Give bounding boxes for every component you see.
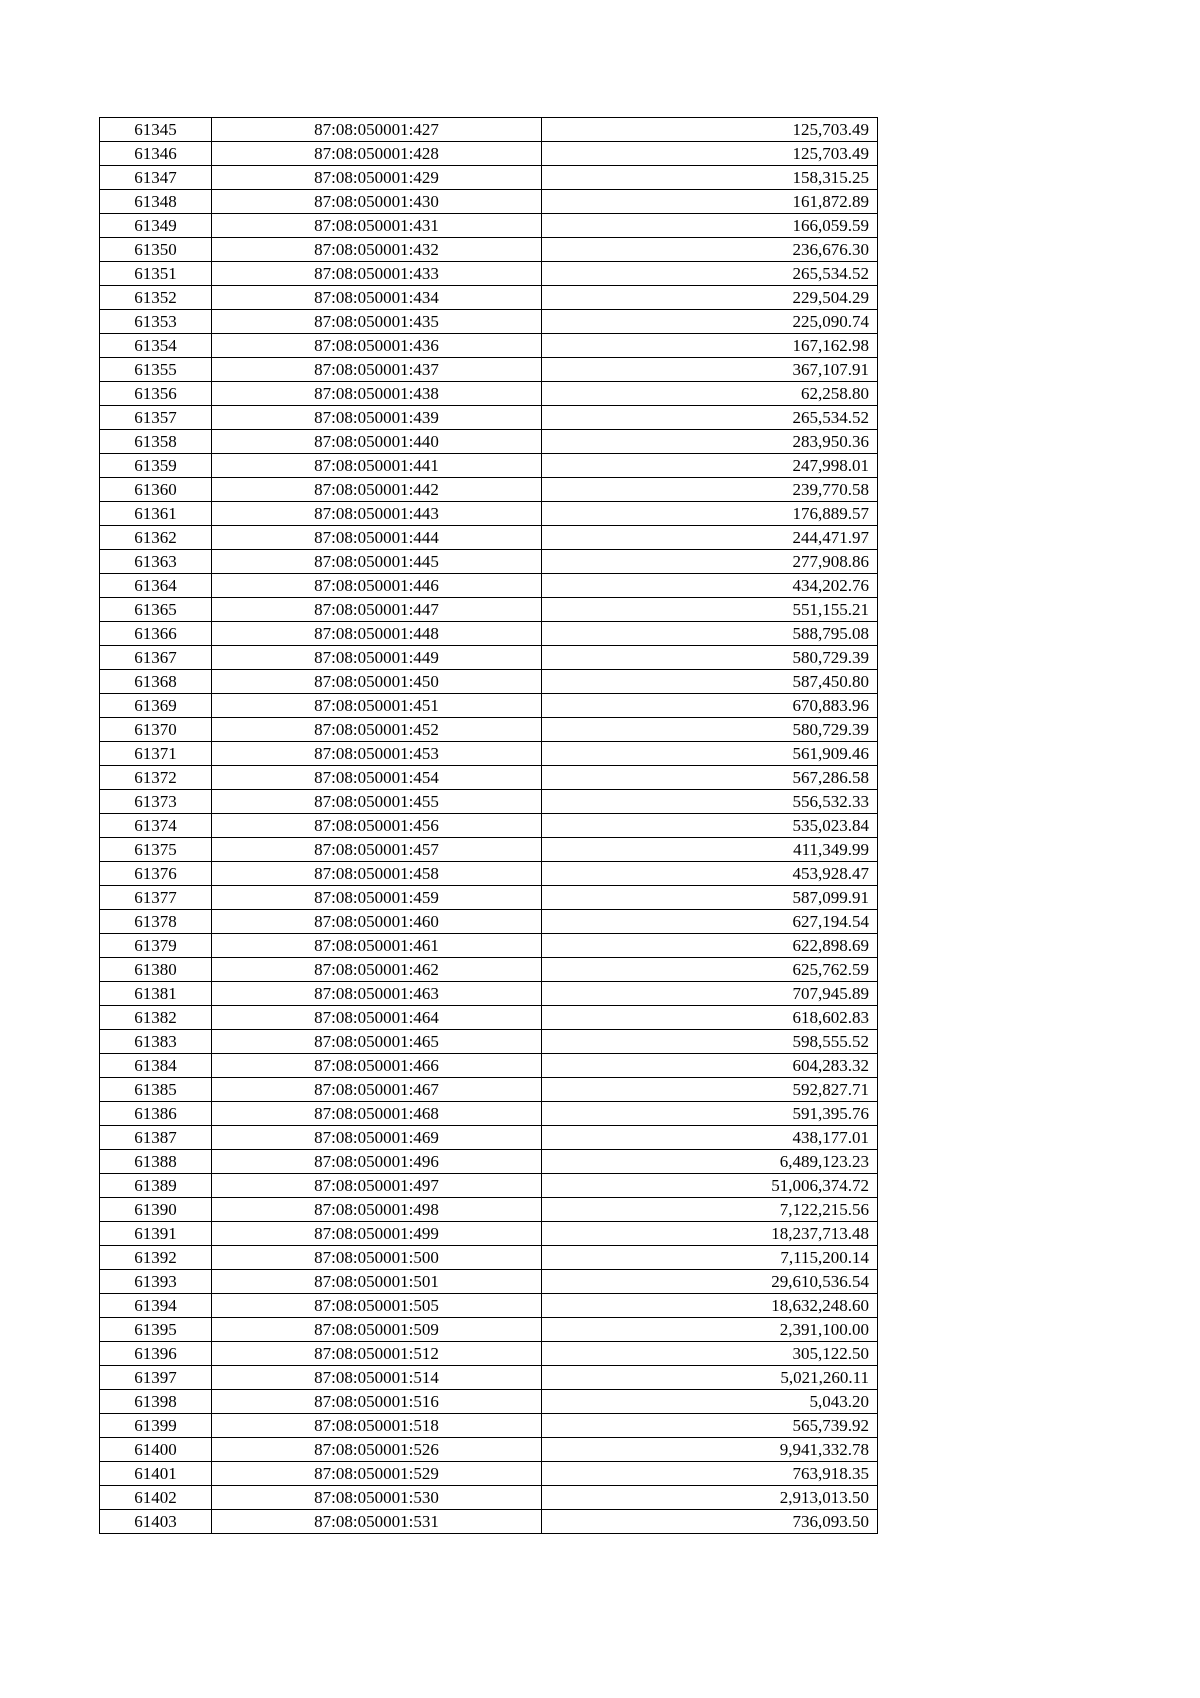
row-number-cell: 61396 (100, 1342, 212, 1366)
table-row (100, 1174, 878, 1198)
row-number-cell: 61373 (100, 790, 212, 814)
value-cell: 592,827.71 (542, 1078, 878, 1102)
table-row (100, 1366, 878, 1390)
row-number-cell: 61352 (100, 286, 212, 310)
table-row (100, 118, 878, 142)
row-number-cell: 61400 (100, 1438, 212, 1462)
cadastral-number-cell: 87:08:050001:454 (212, 766, 542, 790)
row-number-cell: 61362 (100, 526, 212, 550)
row-number-cell: 61363 (100, 550, 212, 574)
cadastral-value-table (99, 117, 878, 1534)
value-cell: 561,909.46 (542, 742, 878, 766)
value-cell: 736,093.50 (542, 1510, 878, 1534)
value-cell: 6,489,123.23 (542, 1150, 878, 1174)
table-row (100, 982, 878, 1006)
row-number-cell: 61388 (100, 1150, 212, 1174)
row-number-cell: 61366 (100, 622, 212, 646)
cadastral-number-cell: 87:08:050001:447 (212, 598, 542, 622)
value-cell: 367,107.91 (542, 358, 878, 382)
value-cell: 225,090.74 (542, 310, 878, 334)
table-body (100, 118, 878, 1534)
cadastral-number-cell: 87:08:050001:446 (212, 574, 542, 598)
table-row (100, 1030, 878, 1054)
value-cell: 551,155.21 (542, 598, 878, 622)
row-number-cell: 61371 (100, 742, 212, 766)
table-row (100, 406, 878, 430)
row-number-cell: 61374 (100, 814, 212, 838)
row-number-cell: 61389 (100, 1174, 212, 1198)
table-row (100, 1126, 878, 1150)
cadastral-number-cell: 87:08:050001:432 (212, 238, 542, 262)
table-row (100, 1510, 878, 1534)
table-row (100, 886, 878, 910)
row-number-cell: 61369 (100, 694, 212, 718)
cadastral-number-cell: 87:08:050001:531 (212, 1510, 542, 1534)
value-cell: 411,349.99 (542, 838, 878, 862)
value-cell: 453,928.47 (542, 862, 878, 886)
table-row (100, 1294, 878, 1318)
cadastral-number-cell: 87:08:050001:499 (212, 1222, 542, 1246)
table-row (100, 718, 878, 742)
value-cell: 236,676.30 (542, 238, 878, 262)
row-number-cell: 61347 (100, 166, 212, 190)
row-number-cell: 61358 (100, 430, 212, 454)
table-row (100, 286, 878, 310)
table-row (100, 934, 878, 958)
cadastral-number-cell: 87:08:050001:463 (212, 982, 542, 1006)
table-row (100, 1438, 878, 1462)
value-cell: 587,450.80 (542, 670, 878, 694)
table-row (100, 238, 878, 262)
row-number-cell: 61350 (100, 238, 212, 262)
cadastral-number-cell: 87:08:050001:496 (212, 1150, 542, 1174)
cadastral-number-cell: 87:08:050001:434 (212, 286, 542, 310)
value-cell: 265,534.52 (542, 406, 878, 430)
table-row (100, 1054, 878, 1078)
table-row (100, 358, 878, 382)
cadastral-number-cell: 87:08:050001:461 (212, 934, 542, 958)
cadastral-number-cell: 87:08:050001:452 (212, 718, 542, 742)
cadastral-number-cell: 87:08:050001:465 (212, 1030, 542, 1054)
row-number-cell: 61380 (100, 958, 212, 982)
table-row (100, 1390, 878, 1414)
row-number-cell: 61348 (100, 190, 212, 214)
value-cell: 587,099.91 (542, 886, 878, 910)
row-number-cell: 61377 (100, 886, 212, 910)
cadastral-number-cell: 87:08:050001:433 (212, 262, 542, 286)
row-number-cell: 61345 (100, 118, 212, 142)
table-row (100, 1342, 878, 1366)
value-cell: 18,237,713.48 (542, 1222, 878, 1246)
cadastral-number-cell: 87:08:050001:449 (212, 646, 542, 670)
row-number-cell: 61401 (100, 1462, 212, 1486)
value-cell: 618,602.83 (542, 1006, 878, 1030)
value-cell: 158,315.25 (542, 166, 878, 190)
value-cell: 625,762.59 (542, 958, 878, 982)
row-number-cell: 61397 (100, 1366, 212, 1390)
value-cell: 5,043.20 (542, 1390, 878, 1414)
value-cell: 7,122,215.56 (542, 1198, 878, 1222)
value-cell: 580,729.39 (542, 646, 878, 670)
row-number-cell: 61359 (100, 454, 212, 478)
value-cell: 265,534.52 (542, 262, 878, 286)
cadastral-number-cell: 87:08:050001:509 (212, 1318, 542, 1342)
cadastral-number-cell: 87:08:050001:444 (212, 526, 542, 550)
table-row (100, 334, 878, 358)
row-number-cell: 61385 (100, 1078, 212, 1102)
cadastral-number-cell: 87:08:050001:526 (212, 1438, 542, 1462)
table-row (100, 1222, 878, 1246)
cadastral-number-cell: 87:08:050001:514 (212, 1366, 542, 1390)
table-row (100, 550, 878, 574)
value-cell: 125,703.49 (542, 142, 878, 166)
cadastral-number-cell: 87:08:050001:459 (212, 886, 542, 910)
cadastral-number-cell: 87:08:050001:464 (212, 1006, 542, 1030)
value-cell: 305,122.50 (542, 1342, 878, 1366)
row-number-cell: 61383 (100, 1030, 212, 1054)
table-row (100, 1150, 878, 1174)
row-number-cell: 61379 (100, 934, 212, 958)
value-cell: 2,913,013.50 (542, 1486, 878, 1510)
value-cell: 167,162.98 (542, 334, 878, 358)
row-number-cell: 61368 (100, 670, 212, 694)
cadastral-number-cell: 87:08:050001:428 (212, 142, 542, 166)
table-row (100, 502, 878, 526)
cadastral-number-cell: 87:08:050001:442 (212, 478, 542, 502)
table-row (100, 1270, 878, 1294)
value-cell: 9,941,332.78 (542, 1438, 878, 1462)
value-cell: 588,795.08 (542, 622, 878, 646)
cadastral-number-cell: 87:08:050001:498 (212, 1198, 542, 1222)
table-row (100, 1462, 878, 1486)
table-row (100, 1102, 878, 1126)
table-row (100, 1198, 878, 1222)
row-number-cell: 61390 (100, 1198, 212, 1222)
cadastral-number-cell: 87:08:050001:438 (212, 382, 542, 406)
table-row (100, 214, 878, 238)
row-number-cell: 61361 (100, 502, 212, 526)
table-row (100, 1078, 878, 1102)
value-cell: 670,883.96 (542, 694, 878, 718)
row-number-cell: 61370 (100, 718, 212, 742)
row-number-cell: 61399 (100, 1414, 212, 1438)
cadastral-number-cell: 87:08:050001:516 (212, 1390, 542, 1414)
table-row (100, 646, 878, 670)
value-cell: 565,739.92 (542, 1414, 878, 1438)
table-row (100, 742, 878, 766)
row-number-cell: 61394 (100, 1294, 212, 1318)
cadastral-number-cell: 87:08:050001:460 (212, 910, 542, 934)
value-cell: 627,194.54 (542, 910, 878, 934)
row-number-cell: 61392 (100, 1246, 212, 1270)
cadastral-number-cell: 87:08:050001:451 (212, 694, 542, 718)
table-row (100, 1486, 878, 1510)
table-row (100, 814, 878, 838)
value-cell: 567,286.58 (542, 766, 878, 790)
value-cell: 244,471.97 (542, 526, 878, 550)
value-cell: 7,115,200.14 (542, 1246, 878, 1270)
value-cell: 277,908.86 (542, 550, 878, 574)
value-cell: 161,872.89 (542, 190, 878, 214)
cadastral-number-cell: 87:08:050001:456 (212, 814, 542, 838)
row-number-cell: 61346 (100, 142, 212, 166)
table-row (100, 190, 878, 214)
row-number-cell: 61381 (100, 982, 212, 1006)
value-cell: 604,283.32 (542, 1054, 878, 1078)
table-row (100, 430, 878, 454)
row-number-cell: 61356 (100, 382, 212, 406)
value-cell: 62,258.80 (542, 382, 878, 406)
row-number-cell: 61372 (100, 766, 212, 790)
cadastral-number-cell: 87:08:050001:441 (212, 454, 542, 478)
cadastral-number-cell: 87:08:050001:437 (212, 358, 542, 382)
cadastral-number-cell: 87:08:050001:427 (212, 118, 542, 142)
row-number-cell: 61387 (100, 1126, 212, 1150)
value-cell: 29,610,536.54 (542, 1270, 878, 1294)
table-row (100, 478, 878, 502)
table-row (100, 862, 878, 886)
value-cell: 5,021,260.11 (542, 1366, 878, 1390)
value-cell: 2,391,100.00 (542, 1318, 878, 1342)
table-row (100, 1246, 878, 1270)
row-number-cell: 61357 (100, 406, 212, 430)
value-cell: 247,998.01 (542, 454, 878, 478)
table-row (100, 670, 878, 694)
row-number-cell: 61364 (100, 574, 212, 598)
cadastral-number-cell: 87:08:050001:439 (212, 406, 542, 430)
row-number-cell: 61382 (100, 1006, 212, 1030)
table-row (100, 166, 878, 190)
table-row (100, 1318, 878, 1342)
row-number-cell: 61403 (100, 1510, 212, 1534)
value-cell: 598,555.52 (542, 1030, 878, 1054)
value-cell: 239,770.58 (542, 478, 878, 502)
table-row (100, 382, 878, 406)
table-row (100, 310, 878, 334)
cadastral-number-cell: 87:08:050001:430 (212, 190, 542, 214)
value-cell: 166,059.59 (542, 214, 878, 238)
value-cell: 556,532.33 (542, 790, 878, 814)
row-number-cell: 61353 (100, 310, 212, 334)
row-number-cell: 61378 (100, 910, 212, 934)
value-cell: 622,898.69 (542, 934, 878, 958)
row-number-cell: 61398 (100, 1390, 212, 1414)
cadastral-number-cell: 87:08:050001:467 (212, 1078, 542, 1102)
cadastral-number-cell: 87:08:050001:530 (212, 1486, 542, 1510)
table-row (100, 1006, 878, 1030)
value-cell: 438,177.01 (542, 1126, 878, 1150)
row-number-cell: 61365 (100, 598, 212, 622)
cadastral-number-cell: 87:08:050001:448 (212, 622, 542, 646)
table-row (100, 622, 878, 646)
cadastral-number-cell: 87:08:050001:436 (212, 334, 542, 358)
table-row (100, 766, 878, 790)
table-row (100, 598, 878, 622)
row-number-cell: 61354 (100, 334, 212, 358)
cadastral-number-cell: 87:08:050001:445 (212, 550, 542, 574)
cadastral-number-cell: 87:08:050001:457 (212, 838, 542, 862)
row-number-cell: 61375 (100, 838, 212, 862)
row-number-cell: 61402 (100, 1486, 212, 1510)
cadastral-number-cell: 87:08:050001:501 (212, 1270, 542, 1294)
cadastral-number-cell: 87:08:050001:518 (212, 1414, 542, 1438)
cadastral-number-cell: 87:08:050001:512 (212, 1342, 542, 1366)
value-cell: 591,395.76 (542, 1102, 878, 1126)
value-cell: 51,006,374.72 (542, 1174, 878, 1198)
row-number-cell: 61349 (100, 214, 212, 238)
row-number-cell: 61367 (100, 646, 212, 670)
cadastral-number-cell: 87:08:050001:462 (212, 958, 542, 982)
value-cell: 763,918.35 (542, 1462, 878, 1486)
cadastral-number-cell: 87:08:050001:435 (212, 310, 542, 334)
cadastral-number-cell: 87:08:050001:500 (212, 1246, 542, 1270)
cadastral-number-cell: 87:08:050001:453 (212, 742, 542, 766)
value-cell: 229,504.29 (542, 286, 878, 310)
cadastral-number-cell: 87:08:050001:440 (212, 430, 542, 454)
cadastral-number-cell: 87:08:050001:450 (212, 670, 542, 694)
value-cell: 176,889.57 (542, 502, 878, 526)
row-number-cell: 61351 (100, 262, 212, 286)
value-cell: 707,945.89 (542, 982, 878, 1006)
row-number-cell: 61395 (100, 1318, 212, 1342)
cadastral-number-cell: 87:08:050001:469 (212, 1126, 542, 1150)
table-row (100, 526, 878, 550)
cadastral-number-cell: 87:08:050001:529 (212, 1462, 542, 1486)
value-cell: 535,023.84 (542, 814, 878, 838)
cadastral-number-cell: 87:08:050001:455 (212, 790, 542, 814)
table-row (100, 574, 878, 598)
value-cell: 125,703.49 (542, 118, 878, 142)
cadastral-number-cell: 87:08:050001:429 (212, 166, 542, 190)
table-row (100, 1414, 878, 1438)
table-row (100, 838, 878, 862)
row-number-cell: 61376 (100, 862, 212, 886)
value-cell: 18,632,248.60 (542, 1294, 878, 1318)
cadastral-number-cell: 87:08:050001:497 (212, 1174, 542, 1198)
cadastral-number-cell: 87:08:050001:443 (212, 502, 542, 526)
cadastral-number-cell: 87:08:050001:466 (212, 1054, 542, 1078)
row-number-cell: 61384 (100, 1054, 212, 1078)
table-row (100, 958, 878, 982)
table-row (100, 454, 878, 478)
table-row (100, 142, 878, 166)
value-cell: 283,950.36 (542, 430, 878, 454)
table-row (100, 694, 878, 718)
cadastral-number-cell: 87:08:050001:431 (212, 214, 542, 238)
cadastral-number-cell: 87:08:050001:505 (212, 1294, 542, 1318)
value-cell: 580,729.39 (542, 718, 878, 742)
row-number-cell: 61393 (100, 1270, 212, 1294)
cadastral-number-cell: 87:08:050001:468 (212, 1102, 542, 1126)
table-row (100, 262, 878, 286)
row-number-cell: 61386 (100, 1102, 212, 1126)
row-number-cell: 61360 (100, 478, 212, 502)
row-number-cell: 61391 (100, 1222, 212, 1246)
table-row (100, 790, 878, 814)
cadastral-number-cell: 87:08:050001:458 (212, 862, 542, 886)
value-cell: 434,202.76 (542, 574, 878, 598)
row-number-cell: 61355 (100, 358, 212, 382)
table-row (100, 910, 878, 934)
